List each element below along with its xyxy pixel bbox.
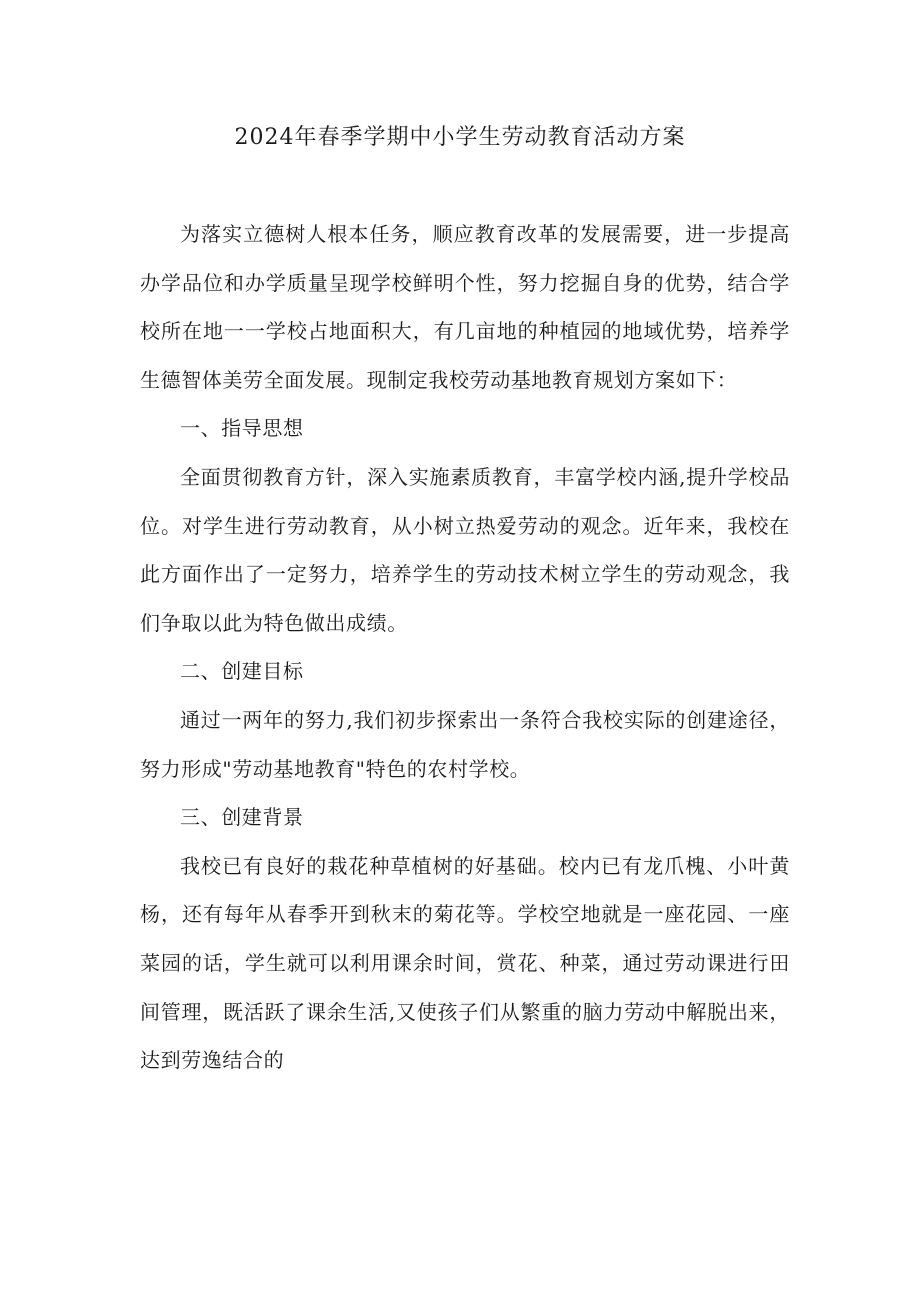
section-heading-goals: 二、创建目标: [180, 659, 304, 684]
section-text-guiding-ideology: 全面贯彻教育方针，深入实施素质教育，丰富学校内涵,提升学校品位。对学生进行劳动教育，从小树立热爱劳动的观念。近年来，我校在此方面作出了一定努力，培养学生的劳动技术树立学生的劳动观念，我们争取以此为特色做出成绩。: [140, 464, 790, 635]
document-body: [140, 210, 790, 1085]
section-text-background: 我校已有良好的栽花种草植树的好基础。校内已有龙爪槐、小叶黄杨，还有每年从春季开到秋末的菊花等。学校空地就是一座花园、一座菜园的话，学生就可以利用课余时间，赏花、种菜，通过劳动课进行田间管理，既活跃了课余生活,又使孩子们从繁重的脑力劳动中解脱出来，达到劳逸结合的: [140, 853, 790, 1073]
section-heading-guiding-ideology: 一、指导思想: [180, 416, 304, 441]
document-title: 2024年春季学期中小学生劳动教育活动方案: [234, 125, 686, 150]
intro-paragraph: 为落实立德树人根本任务，顺应教育改革的发展需要，进一步提高办学品位和办学质量呈现学校鲜明个性，努力挖掘自身的优势，结合学校所在地一一学校占地面积大，有几亩地的种植园的地域优势，培养学生德智体美劳全面发展。现制定我校劳动基地教育规划方案如下：: [140, 222, 790, 392]
section-heading-background: 三、创建背景: [180, 805, 304, 830]
section-text-goals: 通过一两年的努力,我们初步探索出一条符合我校实际的创建途径，努力形成"劳动基地教育"特色的农村学校。: [140, 707, 790, 781]
